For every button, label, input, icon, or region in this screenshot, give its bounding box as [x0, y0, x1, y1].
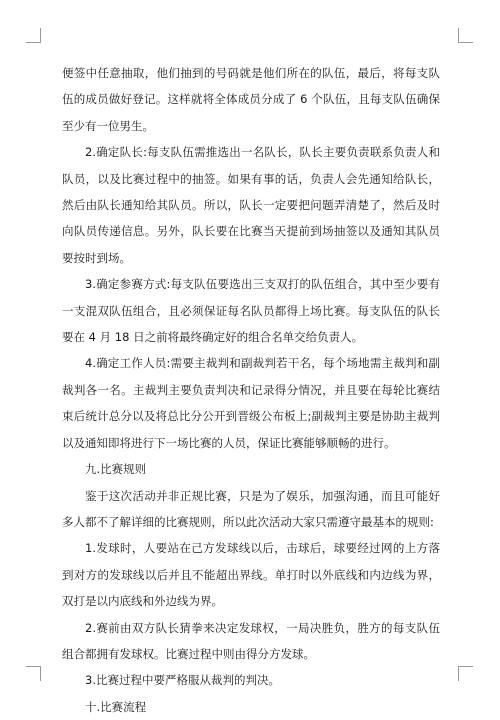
document-body [62, 60, 440, 720]
section-heading-rules: 九.比赛规则 [85, 462, 147, 477]
paragraph-rule-serve: 1.发球时，人要站在己方发球线以后，击球后，球要经过网的上方落到对方的发球线以后并且不能超出界线。单打时以外底线和内边线为界，双打是以内底线和外边线为界。 [62, 541, 440, 609]
paragraph-staff: 4.确定工作人员:需要主裁判和副裁判若干名，每个场地需主裁判和副裁判各一名。主裁判主要负责判决和记录得分情况，并且要在每轮比赛结束后统计总分以及将总比分公开到晋级公布板上;副裁判主要是协助主裁判以及通知即将进行下一场比赛的人员，保证比赛能够顺畅的进行。 [62, 356, 440, 450]
crop-mark-top-left [26, 28, 41, 43]
paragraph-rule-serve-right: 2.赛前由双方队长猜拳来决定发球权，一局决胜负，胜方的每支队伍组合都拥有发球权。比赛过程中则由得分方发球。 [62, 620, 440, 661]
crop-mark-bottom-right [458, 666, 473, 681]
paragraph-rule-referee: 3.比赛过程中要严格服从裁判的判决。 [85, 673, 280, 688]
paragraph-team-draw: 便签中任意抽取，他们抽到的号码就是他们所在的队伍，最后，将每支队伍的成员做好登记。这样就将全体成员分成了 6 个队伍，且每支队伍确保至少有一位男生。 [62, 66, 440, 133]
section-heading-process: 十.比赛流程 [85, 699, 147, 714]
paragraph-rules-intro: 鉴于这次活动并非正规比赛，只是为了娱乐，加强沟通，而且可能好多人都不了解详细的比赛规则，所以此次活动大家只需遵守最基本的规则: [62, 488, 440, 529]
paragraph-captain: 2.确定队长:每支队伍需推选出一名队长，队长主要负责联系负责人和队员，以及比赛过程中的抽签。如果有事的话，负责人会先通知给队长，然后由队长通知给其队员。所以，队长一定要把问题弄清楚了，然后及时向队员传递信息。另外，队长要在比赛当天提前到场抽签以及通知其队员要按时到场。 [62, 145, 440, 265]
crop-mark-top-right [458, 28, 473, 43]
crop-mark-bottom-left [26, 666, 41, 681]
paragraph-entry-format: 3.确定参赛方式:每支队伍要选出三支双打的队伍组合，其中至少要有一支混双队伍组合，且必须保证每名队员都得上场比赛。每支队伍的队长要在 4 月 18 日之前将最终确定好的组合名单交给负责人。 [62, 277, 440, 345]
